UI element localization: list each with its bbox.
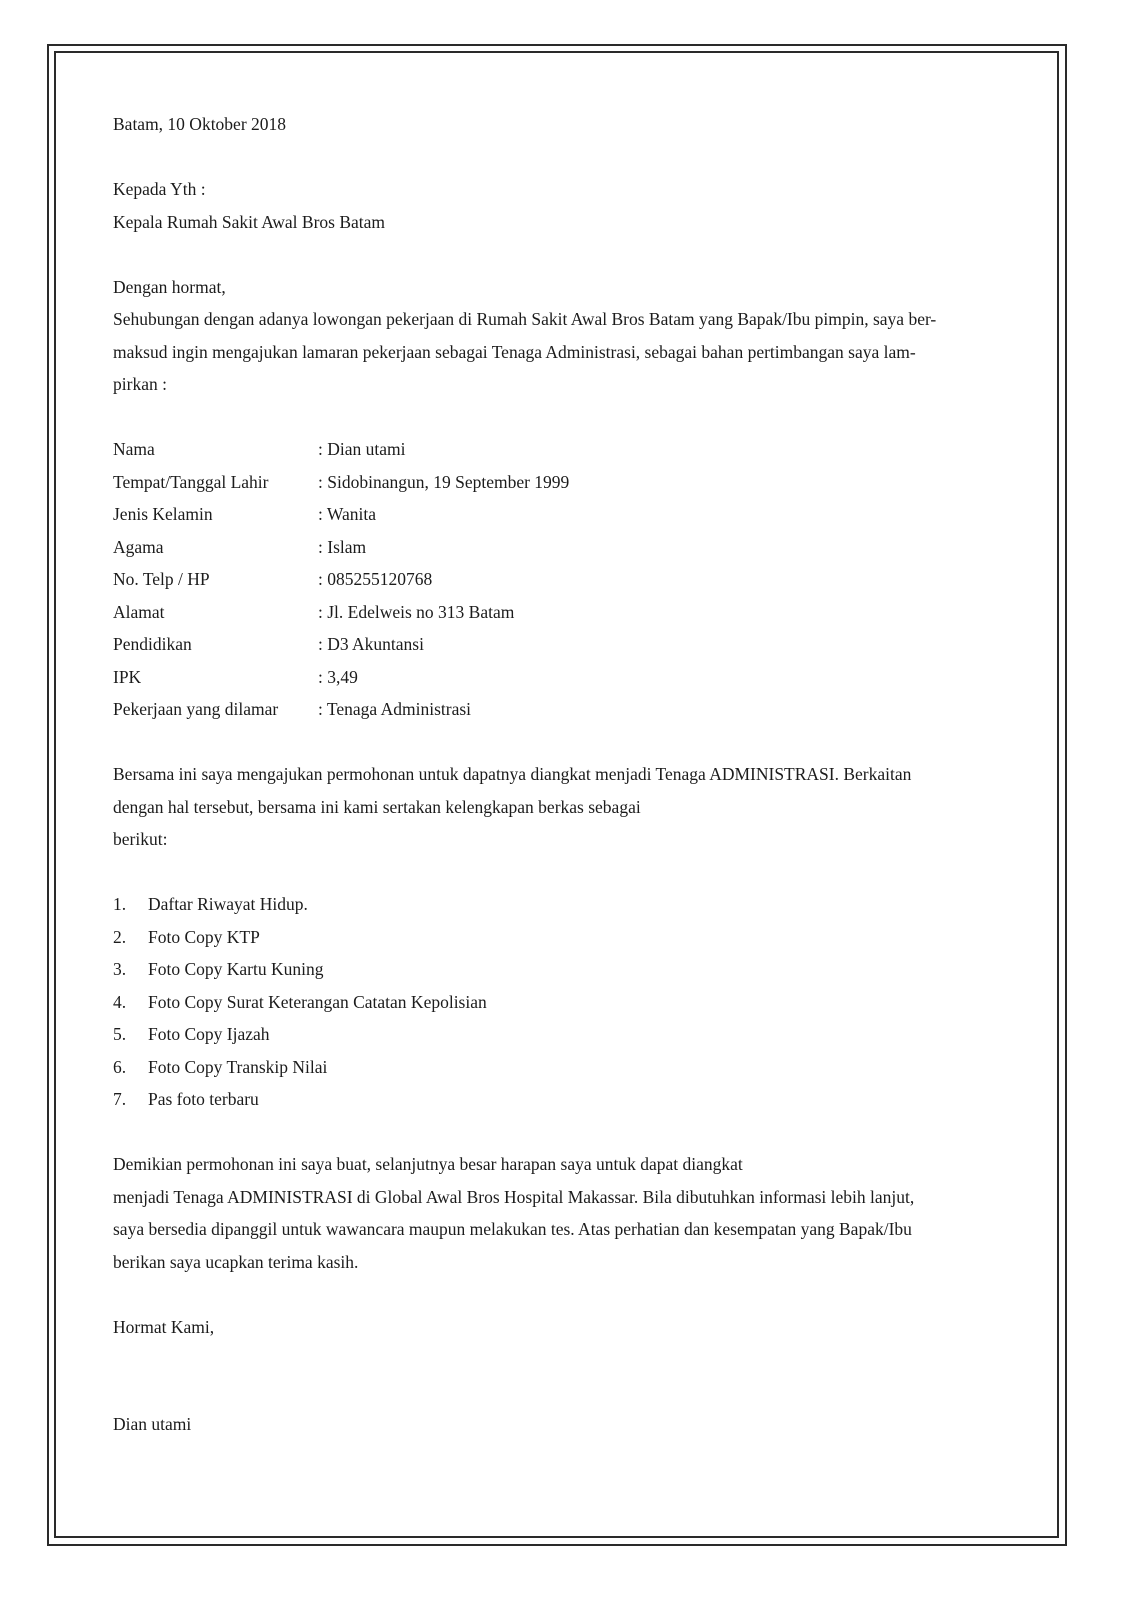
date-line: Batam, 10 Oktober 2018 <box>113 114 287 134</box>
attachment-intro-line: Bersama ini saya mengajukan permohonan untuk dapatnya diangkat menjadi Tenaga ADMINISTRASI. Berkaitan <box>113 764 912 784</box>
field-label: Alamat <box>113 601 165 622</box>
recipient-name: Kepala Rumah Sakit Awal Bros Batam <box>113 211 386 232</box>
list-text: Foto Copy Surat Keterangan Catatan Kepolisian <box>148 991 487 1012</box>
field-value: : Wanita <box>318 504 377 524</box>
field-value: : Dian utami <box>318 439 406 459</box>
list-text: Foto Copy Ijazah <box>148 1024 270 1044</box>
closing-line: saya bersedia dipanggil untuk wawancara maupun melakukan tes. Atas perhatian dan kesempatan yang Bapak/Ibu <box>113 1219 912 1239</box>
field-row-telp <box>113 563 1013 596</box>
list-number: 2. <box>113 926 127 947</box>
list-number: 5. <box>113 1024 127 1044</box>
list-item <box>113 921 1013 954</box>
valediction: Hormat Kami, <box>113 1316 215 1337</box>
list-text: Daftar Riwayat Hidup. <box>148 894 308 914</box>
list-item <box>113 1083 1013 1116</box>
field-label: Tempat/Tanggal Lahir <box>113 471 269 492</box>
intro-paragraph <box>113 303 1013 401</box>
field-value: : Tenaga Administrasi <box>318 699 472 719</box>
field-row-ipk <box>113 661 1013 694</box>
list-text: Pas foto terbaru <box>148 1089 259 1109</box>
field-value: : Jl. Edelweis no 313 Batam <box>318 601 515 622</box>
field-value: : 3,49 <box>318 666 358 687</box>
field-row-agama <box>113 531 1013 564</box>
field-row-nama <box>113 433 1013 466</box>
attachment-intro-line: berikut: <box>113 829 168 849</box>
intro-line: maksud ingin mengajukan lamaran pekerjaan sebagai Tenaga Administrasi, sebagai bahan pertimbangan saya lam- <box>113 341 916 362</box>
closing-line: berikan saya ucapkan terima kasih. <box>113 1251 359 1272</box>
letter-body <box>113 108 1013 1441</box>
list-number: 1. <box>113 894 127 914</box>
field-row-jenis-kelamin <box>113 498 1013 531</box>
field-row-ttl <box>113 466 1013 499</box>
list-item <box>113 1018 1013 1051</box>
field-label: IPK <box>113 666 142 687</box>
field-value: : Islam <box>318 536 367 557</box>
closing-paragraph <box>113 1148 1013 1278</box>
closing-line: Demikian permohonan ini saya buat, selanjutnya besar harapan saya untuk dapat diangkat <box>113 1154 743 1174</box>
signatory-name: Dian utami <box>113 1414 192 1434</box>
list-text: Foto Copy Kartu Kuning <box>148 959 324 979</box>
field-value: : 085255120768 <box>318 569 433 589</box>
greeting: Dengan hormat, <box>113 276 226 297</box>
field-label: Nama <box>113 439 155 459</box>
field-label: Pendidikan <box>113 634 192 654</box>
closing-line: menjadi Tenaga ADMINISTRASI di Global Awal Bros Hospital Makassar. Bila dibutuhkan informasi lebih lanjut, <box>113 1186 915 1207</box>
intro-line: pirkan : <box>113 374 167 394</box>
field-label: Jenis Kelamin <box>113 504 213 524</box>
list-item <box>113 953 1013 986</box>
field-label: No. Telp / HP <box>113 569 210 589</box>
field-value: : D3 Akuntansi <box>318 634 424 654</box>
recipient-salutation: Kepada Yth : <box>113 179 206 199</box>
attachment-intro-line: dengan hal tersebut, bersama ini kami sertakan kelengkapan berkas sebagai <box>113 796 641 817</box>
list-item <box>113 1051 1013 1084</box>
field-label: Agama <box>113 536 164 557</box>
list-number: 4. <box>113 991 127 1012</box>
field-row-alamat <box>113 596 1013 629</box>
list-number: 7. <box>113 1089 127 1109</box>
list-item <box>113 888 1013 921</box>
list-number: 3. <box>113 959 127 979</box>
list-text: Foto Copy Transkip Nilai <box>148 1056 328 1077</box>
intro-line: Sehubungan dengan adanya lowongan pekerjaan di Rumah Sakit Awal Bros Batam yang Bapak/Ibu pimpin, saya ber- <box>113 309 937 329</box>
attachment-list <box>113 888 1013 1116</box>
field-row-pendidikan <box>113 628 1013 661</box>
applicant-details <box>113 433 1013 726</box>
field-row-pekerjaan <box>113 693 1013 726</box>
field-label: Pekerjaan yang dilamar <box>113 699 279 719</box>
list-item <box>113 986 1013 1019</box>
attachment-intro-paragraph <box>113 758 1013 856</box>
list-number: 6. <box>113 1056 127 1077</box>
list-text: Foto Copy KTP <box>148 926 260 947</box>
field-value: : Sidobinangun, 19 September 1999 <box>318 471 570 492</box>
